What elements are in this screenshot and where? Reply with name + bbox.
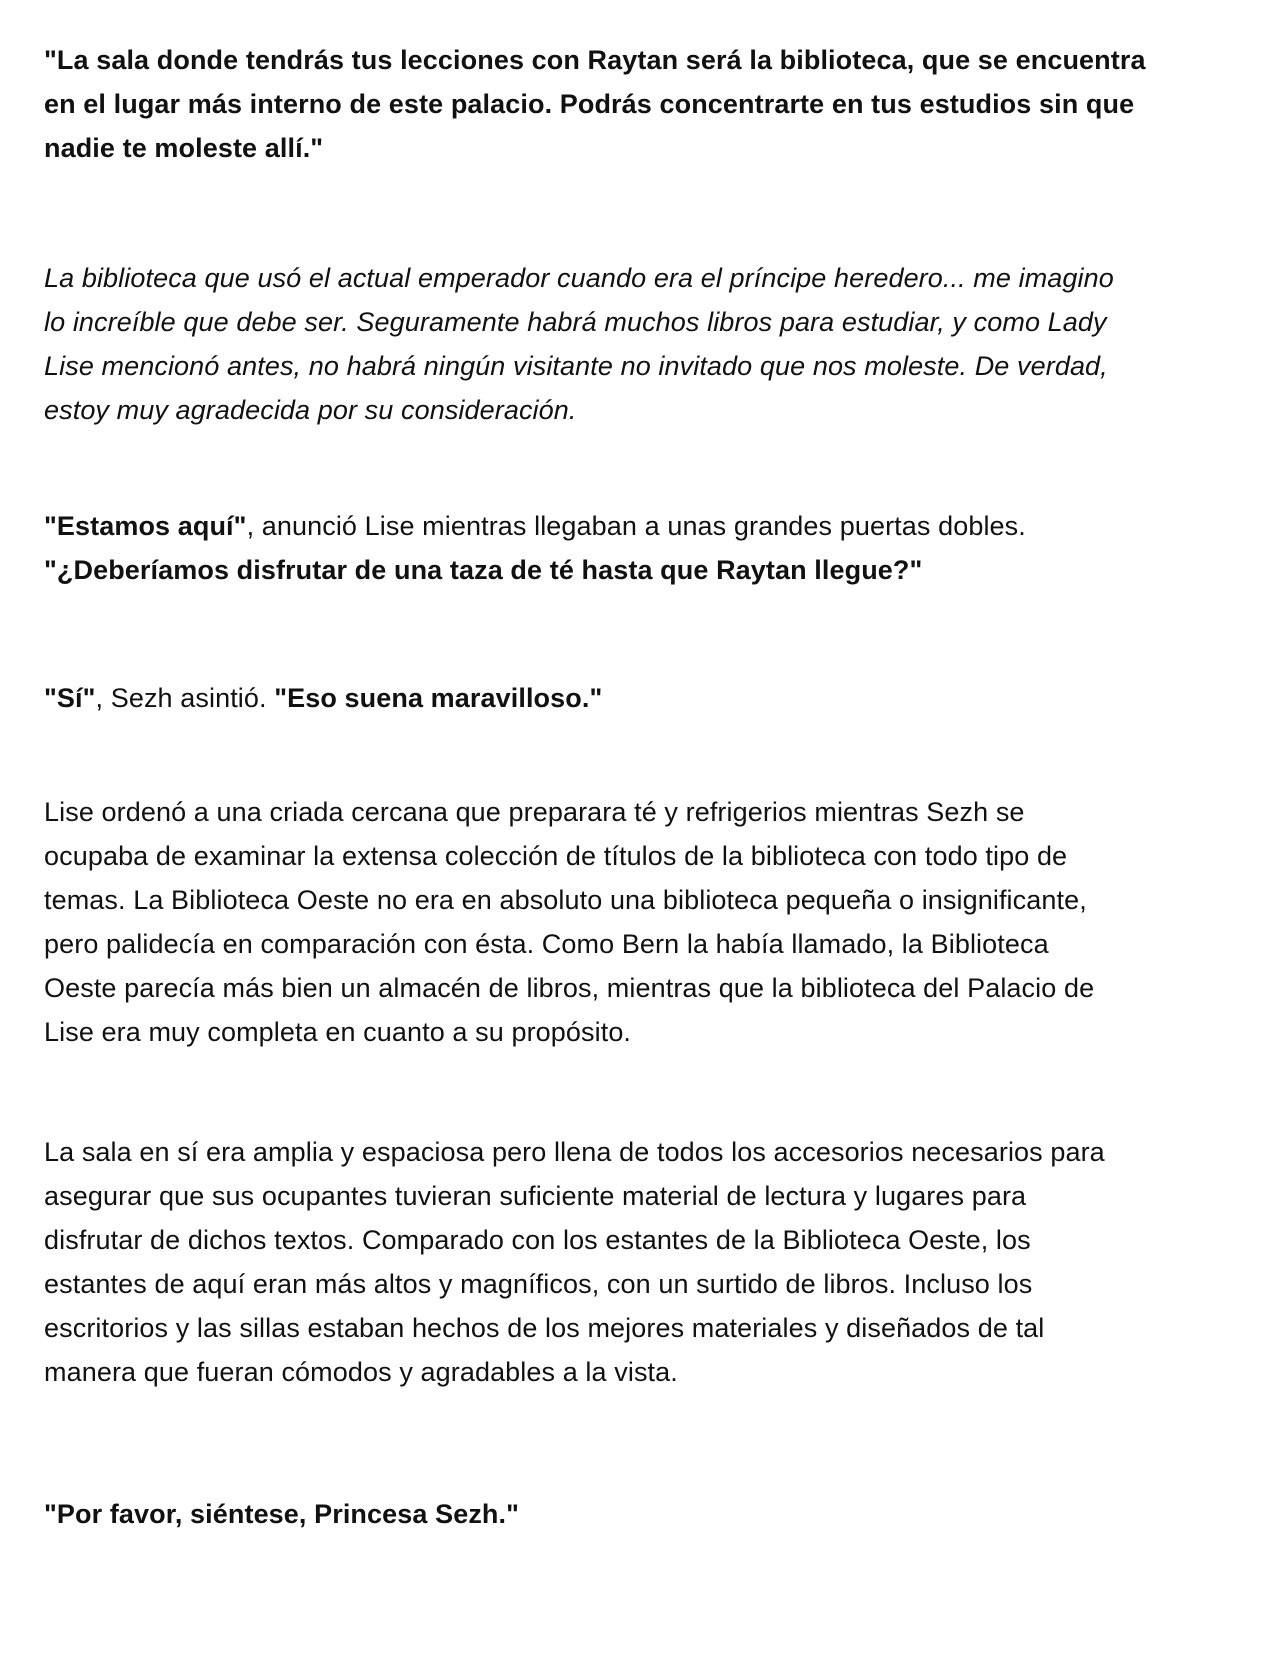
text-line bbox=[44, 676, 602, 720]
dialogue-paragraph-4 bbox=[44, 1492, 519, 1536]
text-line: La biblioteca que usó el actual emperador cuando era el príncipe heredero... me imagino bbox=[44, 263, 1114, 293]
text-line: pero palidecía en comparación con ésta. Como Bern la había llamado, la Biblioteca bbox=[44, 929, 1049, 959]
narration-text: , anunció Lise mientras llegaban a unas grandes puertas dobles. bbox=[246, 511, 1026, 541]
text-line: ocupaba de examinar la extensa colección de títulos de la biblioteca con todo tipo de bbox=[44, 841, 1068, 871]
text-line: estantes de aquí eran más altos y magníficos, con un surtido de libros. Incluso los bbox=[44, 1269, 1033, 1299]
text-line: "La sala donde tendrás tus lecciones con Raytan será la biblioteca, que se encuentra bbox=[44, 45, 1146, 75]
text-line: manera que fueran cómodos y agradables a la vista. bbox=[44, 1357, 678, 1387]
speech-text: "Estamos aquí" bbox=[44, 511, 247, 541]
text-line: Lise ordenó a una criada cercana que preparara té y refrigerios mientras Sezh se bbox=[44, 797, 1025, 827]
narration-paragraph-2 bbox=[44, 1130, 1105, 1394]
dialogue-paragraph-1 bbox=[44, 38, 1146, 170]
inner-thought-paragraph bbox=[44, 256, 1114, 432]
text-line: escritorios y las sillas estaban hechos de los mejores materiales y diseñados de tal bbox=[44, 1313, 1045, 1343]
text-line: asegurar que sus ocupantes tuvieran suficiente material de lectura y lugares para bbox=[44, 1181, 1027, 1211]
text-line: nadie te moleste allí." bbox=[44, 133, 324, 163]
text-line: La sala en sí era amplia y espaciosa pero llena de todos los accesorios necesarios para bbox=[44, 1137, 1105, 1167]
text-line: Lise mencionó antes, no habrá ningún visitante no invitado que nos moleste. De verdad, bbox=[44, 351, 1108, 381]
text-line: lo increíble que debe ser. Seguramente habrá muchos libros para estudiar, y como Lady bbox=[44, 307, 1107, 337]
text-line bbox=[44, 504, 1026, 548]
text-line: Lise era muy completa en cuanto a su propósito. bbox=[44, 1017, 632, 1047]
narration-paragraph-1 bbox=[44, 790, 1094, 1054]
text-line: temas. La Biblioteca Oeste no era en absoluto una biblioteca pequeña o insignificante, bbox=[44, 885, 1087, 915]
speech-text: "Sí" bbox=[44, 683, 96, 713]
narration-text: , Sezh asintió. bbox=[95, 683, 275, 713]
speech-text: "¿Deberíamos disfrutar de una taza de té hasta que Raytan llegue?" bbox=[44, 555, 923, 585]
text-line: en el lugar más interno de este palacio. Podrás concentrarte en tus estudios sin que bbox=[44, 89, 1135, 119]
speech-text: "Por favor, siéntese, Princesa Sezh." bbox=[44, 1499, 520, 1529]
speech-text: "Eso suena maravilloso." bbox=[274, 683, 603, 713]
text-line: disfrutar de dichos textos. Comparado con los estantes de la Biblioteca Oeste, los bbox=[44, 1225, 1031, 1255]
text-line: Oeste parecía más bien un almacén de libros, mientras que la biblioteca del Palacio de bbox=[44, 973, 1095, 1003]
text-line: estoy muy agradecida por su consideración. bbox=[44, 395, 577, 425]
dialogue-paragraph-2 bbox=[44, 504, 1026, 592]
dialogue-paragraph-3 bbox=[44, 676, 602, 720]
